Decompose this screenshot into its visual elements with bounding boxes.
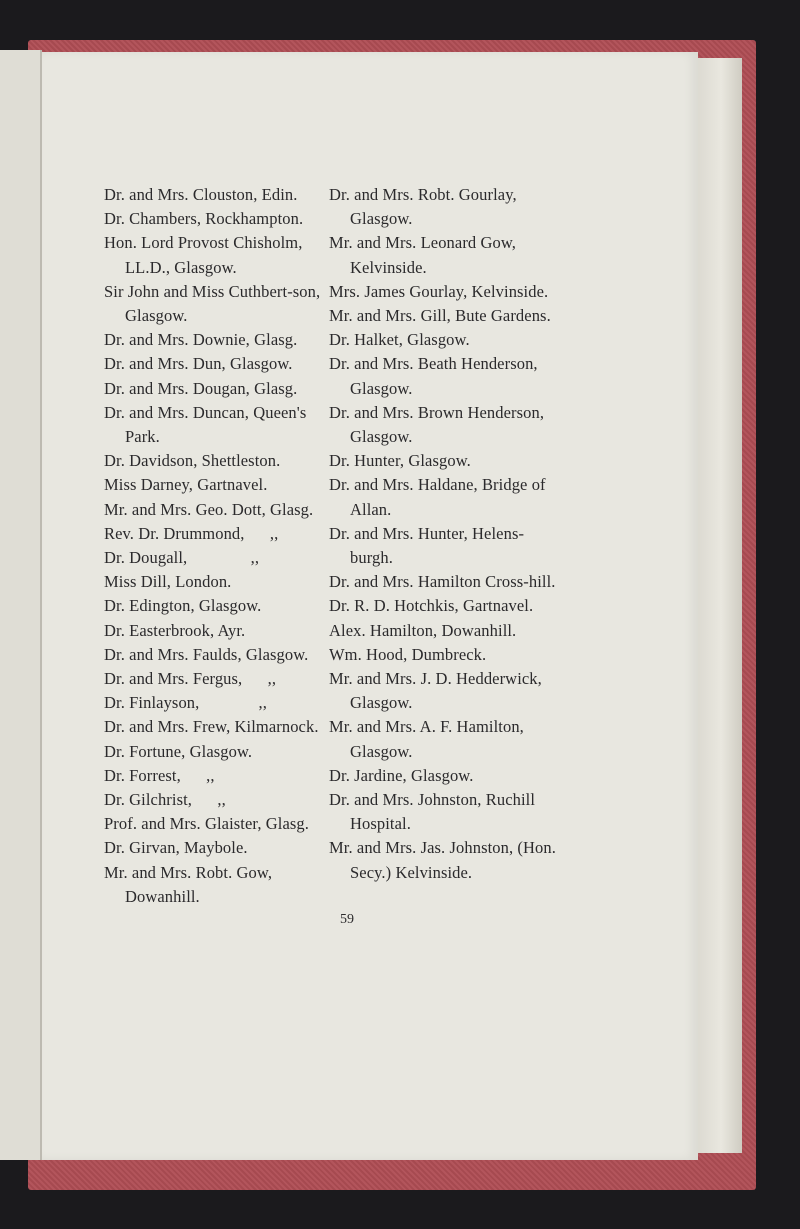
list-item: Dr. and Mrs. Hamilton Cross-hill. [329, 572, 556, 592]
list-item: Mrs. James Gourlay, Kelvinside. [329, 281, 549, 301]
list-item: Miss Dill, London. [104, 572, 232, 592]
list-item: Dr. and Mrs. Dougan, Glasg. [104, 378, 298, 398]
left-column [104, 183, 334, 909]
list-item: Mr. and Mrs. J. D. Hedderwick, Glasgow. [329, 669, 542, 713]
list-item: Hon. Lord Provost Chisholm, LL.D., Glasgow. [104, 233, 303, 277]
list-item: Mr. and Mrs. Jas. Johnston, (Hon. Secy.) Kelvinside. [329, 838, 556, 882]
right-column [329, 183, 564, 885]
list-item: Dr. and Mrs. Frew, Kilmarnock. [104, 717, 319, 737]
list-item: Dr. and Mrs. Johnston, Ruchill Hospital. [329, 790, 536, 834]
list-item: Dr. and Mrs. Hunter, Helens-burgh. [329, 523, 525, 568]
list-item: Mr. and Mrs. Robt. Gow, Dowanhill. [104, 862, 273, 906]
list-item: Alex. Hamilton, Dowanhill. [329, 620, 517, 640]
list-item: Sir John and Miss Cuthbert-son, Glasgow. [104, 281, 321, 326]
list-item: Dr. and Mrs. Beath Henderson, Glasgow. [329, 354, 538, 398]
list-item: Dr. and Mrs. Duncan, Queen's Park. [104, 402, 307, 447]
list-item: Dr. R. D. Hotchkis, Gartnavel. [329, 596, 534, 616]
list-item: Dr. and Mrs. Downie, Glasg. [104, 330, 298, 350]
list-item: Dr. Easterbrook, Ayr. [104, 620, 246, 640]
list-item: Miss Darney, Gartnavel. [104, 475, 268, 495]
list-item: Dr. and Mrs. Dun, Glasgow. [104, 354, 293, 374]
page-number: 59 [340, 912, 354, 927]
list-item: Prof. and Mrs. Glaister, Glasg. [104, 814, 309, 834]
list-item: Dr. Forrest, ,, [104, 765, 215, 785]
list-item: Mr. and Mrs. Geo. Dott, Glasg. [104, 499, 314, 519]
list-item: Dr. and Mrs. Fergus, ,, [104, 669, 277, 689]
list-item: Dr. Gilchrist, ,, [104, 790, 226, 810]
list-item: Dr. Davidson, Shettleston. [104, 451, 281, 471]
facing-page-edge [0, 50, 42, 1160]
list-item: Mr. and Mrs. A. F. Hamilton, Glasgow. [329, 717, 524, 761]
list-item: Dr. and Mrs. Faulds, Glasgow. [104, 644, 309, 664]
list-item: Dr. and Mrs. Robt. Gourlay, Glasgow. [329, 185, 517, 229]
list-item: Mr. and Mrs. Gill, Bute Gardens. [329, 306, 551, 326]
list-item: Dr. Finlayson, ,, [104, 693, 267, 713]
list-item: Dr. Girvan, Maybole. [104, 838, 248, 858]
list-item: Dr. and Mrs. Brown Henderson, Glasgow. [329, 402, 545, 447]
list-item: Mr. and Mrs. Leonard Gow, Kelvinside. [329, 233, 517, 277]
list-item: Dr. Dougall, ,, [104, 548, 260, 568]
list-item: Wm. Hood, Dumbreck. [329, 644, 487, 664]
list-item: Dr. and Mrs. Haldane, Bridge of Allan. [329, 475, 546, 519]
list-item: Dr. Jardine, Glasgow. [329, 765, 474, 785]
list-item: Dr. Chambers, Rockhampton. [104, 209, 304, 229]
list-item: Dr. and Mrs. Clouston, Edin. [104, 185, 298, 204]
list-item: Dr. Hunter, Glasgow. [329, 451, 471, 471]
list-item: Dr. Halket, Glasgow. [329, 330, 470, 350]
list-item: Dr. Fortune, Glasgow. [104, 741, 253, 761]
list-item: Rev. Dr. Drummond, ,, [104, 523, 279, 543]
list-item: Dr. Edington, Glasgow. [104, 596, 262, 616]
